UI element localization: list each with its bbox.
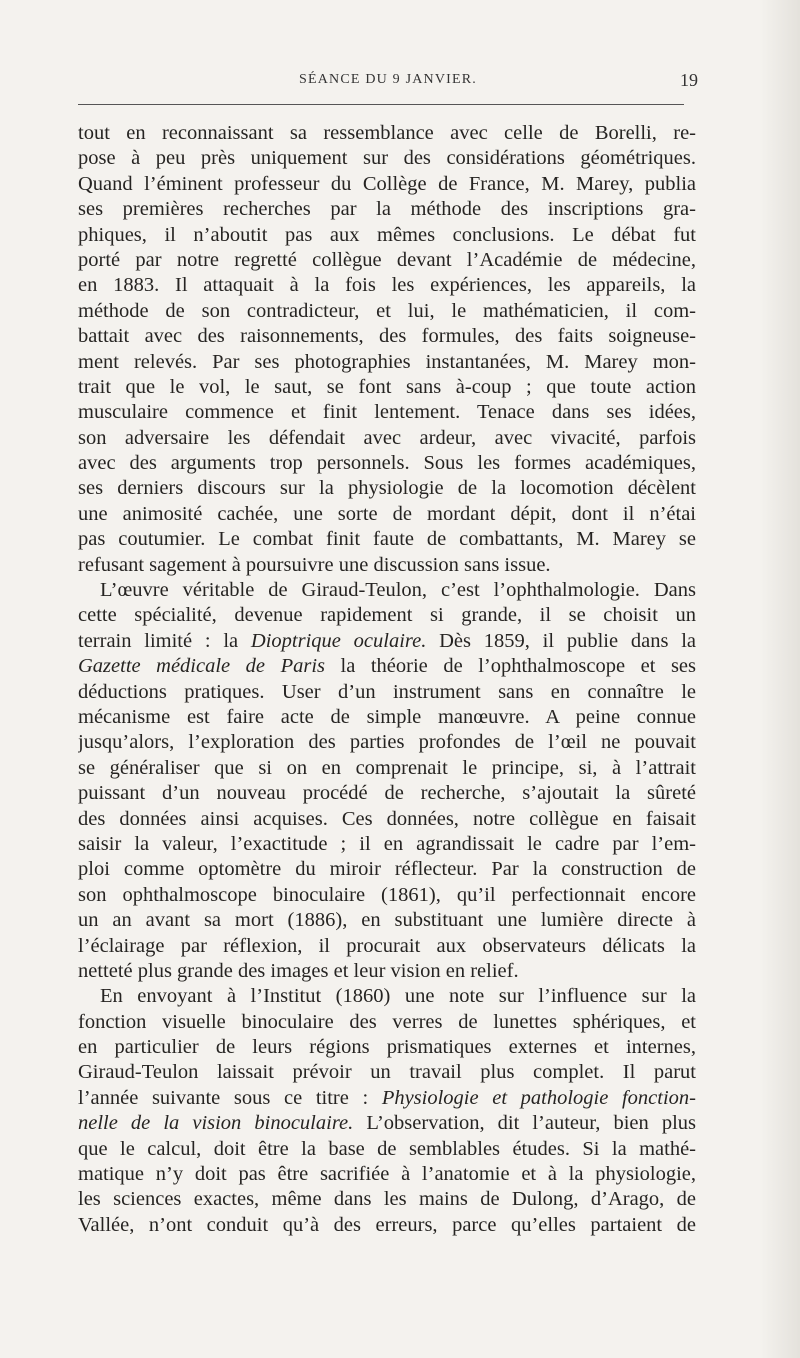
text-line [78, 527, 696, 552]
text-run: Quand l’éminent professeur du Collège de France, M. Marey, publia [78, 172, 696, 195]
text-run: ment relevés. Par ses photographies instantanées, M. Marey mon- [78, 350, 696, 373]
text-run: en particulier de leurs régions prismatiques externes et internes, [78, 1036, 696, 1059]
text-line [78, 400, 696, 425]
italic-title: nelle de la vision binoculaire. [78, 1112, 354, 1135]
text-line [78, 1035, 696, 1060]
text-run: l’année suivante sous ce titre : [78, 1086, 382, 1109]
text-line [78, 375, 696, 400]
text-line [78, 553, 696, 578]
text-run: déductions pratiques. User d’un instrument sans en connaître le [78, 680, 696, 703]
text-run: son adversaire les défendait avec ardeur, avec vivacité, parfois [78, 426, 696, 449]
text-run: porté par notre regretté collègue devant l’Académie de médecine, [78, 248, 696, 271]
text-run: une animosité cachée, une sorte de mordant dépit, dont il n’étai [78, 502, 696, 525]
text-line [78, 350, 696, 375]
text-line [78, 476, 696, 501]
text-run: l’éclairage par réflexion, il procurait aux observateurs délicats la [78, 934, 696, 957]
text-run: les sciences exactes, même dans les mains de Dulong, d’Arago, de [78, 1188, 696, 1211]
text-run: phiques, il n’aboutit pas aux mêmes conclusions. Le débat fut [78, 223, 696, 246]
text-line [78, 451, 696, 476]
text-run: méthode de son contradicteur, et lui, le mathématicien, il com- [78, 299, 696, 322]
text-line [78, 223, 696, 248]
page-number: 19 [680, 70, 698, 90]
text-run: pas coutumier. Le combat finit faute de combattants, M. Marey se [78, 528, 696, 551]
text-run: puissant d’un nouveau procédé de recherche, s’ajoutait la sûreté [78, 782, 696, 805]
text-run: matique n’y doit pas être sacrifiée à l’anatomie et à la physiologie, [78, 1163, 696, 1186]
text-line [78, 908, 696, 933]
text-line [78, 959, 696, 984]
text-line [78, 603, 696, 628]
text-run: se généraliser que si on en comprenait le principe, si, à l’attrait [78, 756, 696, 779]
text-line [78, 832, 696, 857]
text-line [78, 1162, 696, 1187]
text-line [78, 426, 696, 451]
text-line [78, 299, 696, 324]
text-line [78, 1060, 696, 1085]
text-line [78, 984, 696, 1009]
text-line [78, 680, 696, 705]
text-line [78, 502, 696, 527]
text-line [78, 730, 696, 755]
text-line [78, 273, 696, 298]
italic-title: Physiologie et pathologie fonction- [381, 1086, 696, 1109]
body-text [78, 121, 696, 1238]
text-line [78, 654, 696, 679]
text-line [78, 1137, 696, 1162]
text-run: son ophthalmoscope binoculaire (1861), qu’il perfectionnait encore [78, 883, 696, 906]
text-line [78, 578, 696, 603]
italic-title: Gazette médicale de Paris [78, 655, 325, 678]
text-line [78, 197, 696, 222]
text-run: tout en reconnaissant sa ressemblance avec celle de Borelli, re- [78, 122, 696, 144]
text-line [78, 121, 696, 146]
header-rule [78, 104, 684, 105]
text-run: terrain limité : la [78, 629, 251, 652]
page-edge-shadow [760, 0, 800, 1358]
text-run: des données ainsi acquises. Ces données, notre collègue en faisait [78, 807, 696, 830]
text-line [78, 1086, 696, 1111]
text-run: musculaire commence et finit lentement. Tenace dans ses idées, [78, 401, 696, 424]
text-run: en 1883. Il attaquait à la fois les expériences, les appareils, la [78, 274, 696, 297]
text-line [78, 1213, 696, 1238]
text-run: refusant sagement à poursuivre une discussion sans issue. [78, 553, 551, 576]
text-run: ses premières recherches par la méthode des inscriptions gra- [78, 198, 696, 221]
text-run: fonction visuelle binoculaire des verres de lunettes sphériques, et [78, 1010, 696, 1033]
text-run: L’œuvre véritable de Giraud-Teulon, c’est l’ophthalmologie. Dans [100, 579, 696, 602]
text-run: trait que le vol, le saut, se font sans à-coup ; que toute action [78, 375, 696, 398]
text-run: pose à peu près uniquement sur des considérations géométriques. [78, 147, 696, 170]
text-run: ses derniers discours sur la physiologie de la locomotion décèlent [78, 477, 696, 500]
text-run: ploi comme optomètre du miroir réflecteur. Par la construction de [78, 858, 696, 881]
text-line [78, 1111, 696, 1136]
text-run: En envoyant à l’Institut (1860) une note sur l’influence sur la [100, 985, 696, 1008]
text-run: Dès 1859, il publie dans la [426, 629, 696, 652]
text-run: avec des arguments trop personnels. Sous les formes académiques, [78, 452, 696, 475]
text-run: L’observation, dit l’auteur, bien plus [353, 1112, 696, 1135]
text-run: jusqu’alors, l’exploration des parties profondes de l’œil ne pouvait [78, 731, 696, 754]
page-header [78, 70, 698, 98]
text-run: la théorie de l’ophthalmoscope et ses [325, 655, 696, 678]
running-head: SÉANCE DU 9 JANVIER. [299, 72, 477, 87]
text-line [78, 705, 696, 730]
text-line [78, 1187, 696, 1212]
text-run: saisir la valeur, l’exactitude ; il en agrandissait le cadre par l’em- [78, 832, 696, 855]
text-line [78, 756, 696, 781]
text-line [78, 629, 696, 654]
text-line [78, 781, 696, 806]
text-line [78, 248, 696, 273]
text-line [78, 883, 696, 908]
text-line [78, 934, 696, 959]
text-run: Vallée, n’ont conduit qu’à des erreurs, parce qu’elles partaient de [78, 1213, 696, 1236]
text-line [78, 857, 696, 882]
text-run: que le calcul, doit être la base de semblables études. Si la mathé- [78, 1137, 696, 1160]
text-run: cette spécialité, devenue rapidement si grande, il se choisit un [78, 604, 696, 627]
text-run: un an avant sa mort (1886), en substituant une lumière directe à [78, 909, 696, 932]
text-line [78, 807, 696, 832]
text-line [78, 1010, 696, 1035]
italic-title: Dioptrique oculaire. [250, 629, 427, 652]
text-run: battait avec des raisonnements, des formules, des faits soigneuse- [78, 325, 696, 348]
text-line [78, 172, 696, 197]
text-run: netteté plus grande des images et leur vision en relief. [78, 959, 519, 982]
text-line [78, 324, 696, 349]
text-line [78, 146, 696, 171]
text-run: Giraud-Teulon laissait prévoir un travail plus complet. Il parut [78, 1061, 696, 1084]
text-run: mécanisme est faire acte de simple manœuvre. A peine connue [78, 705, 696, 728]
